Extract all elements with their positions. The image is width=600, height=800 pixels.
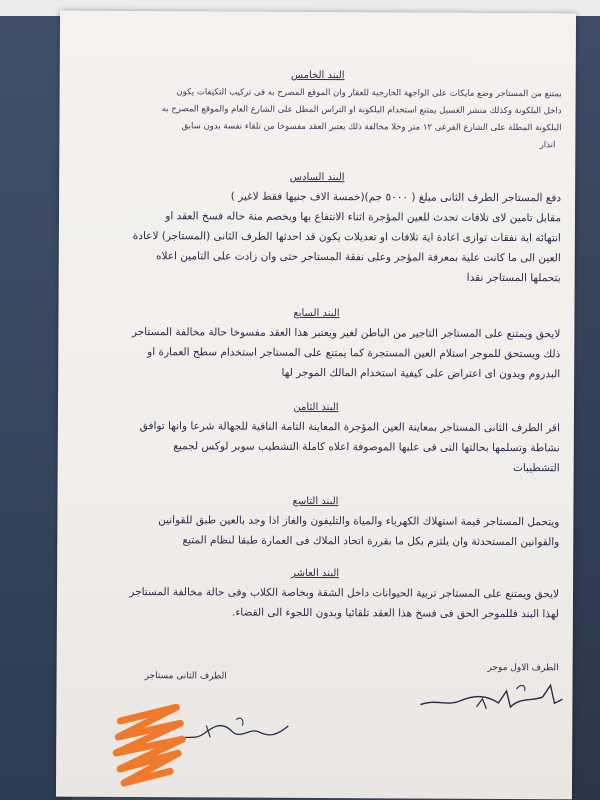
clause-heading: البند السابع bbox=[293, 307, 340, 320]
clause-line: التشطيبات bbox=[512, 462, 560, 475]
second-party-label: الطرف الثانى مستاجر bbox=[144, 671, 227, 682]
clause-line: ذلك ويستحق للموجر استلام العين المستجرة كما يمتنع على المستاجر استخدام سطح العمارة او bbox=[147, 346, 561, 361]
clause-line: انتهائه اية نفقات توازى اعادة اية تلافات او تعديلات يكون قد احدثها الطرف الثانى (المستاجر) لاعادة bbox=[132, 230, 561, 245]
clause-heading: البند السادس bbox=[289, 171, 345, 184]
clause-5 bbox=[73, 69, 561, 155]
clause-line: نشاطة وتسلمها بحالتها التى فى علبها الموصوفة اعلاه كاملة التشطيب سوبر لوكس لجميع bbox=[173, 440, 560, 455]
clause-line: بتحملها المستاجر نقدا bbox=[466, 271, 561, 285]
clause-heading: البند العاشر bbox=[291, 567, 340, 580]
clause-line: داخل البلكونة وكذلك منشر الغسيل يمتنع استخدام البلكونة او التراس المطل على الشارع العام والموقع المصرح به bbox=[161, 104, 562, 117]
clause-10 bbox=[71, 567, 559, 625]
clause-heading: البند الثامن bbox=[293, 401, 339, 414]
clause-line: يمتنع من المستاجر وضع مايكات على الواجهة الخارجية للعقار وان الموقع المصرح به فى تركيب التكيفات يكون bbox=[176, 87, 562, 100]
clause-line: لايحق ويمتنع على المستاجر تربية الحيوانات داخل الشقة وبخاصة الكلاب وفى حالة مخالفة المستاجر bbox=[129, 586, 560, 601]
clause-line: انذار bbox=[539, 140, 556, 151]
clause-line: دفع المستاجر الطرف الثانى مبلغ ( ٥٠٠٠ جم)(خمسة الاف جنيها فقط لاغير ) bbox=[230, 190, 562, 205]
clause-heading: البند التاسع bbox=[292, 495, 339, 508]
redaction-mark bbox=[110, 701, 190, 791]
clause-line: مقابل تامين لاى تلافات تحدث للعين المؤجرة اثناء الانتفاع بها ويخصم منة حاله فسخ العقد او bbox=[165, 210, 562, 225]
clause-line: البدروم ويدون اى اعتراض على كيفية استخدام المالك الموجر لها bbox=[281, 366, 561, 381]
clause-8 bbox=[72, 401, 560, 479]
clause-6 bbox=[73, 171, 562, 289]
first-party-label: الطرف الاول موجر bbox=[487, 662, 559, 674]
first-party-signature bbox=[416, 677, 566, 718]
clause-line: ويتحمل المستاجر قيمة استهلاك الكهرباء والمياة والتليفون والغاز اذا وجد بالعين طبق للقوانين bbox=[158, 514, 560, 529]
contract-page bbox=[56, 11, 576, 800]
clause-line: لهذا البند فللموجر الحق فى فسخ هذا العقد تلقائيا وبدون اللجوء الى القضاء. bbox=[231, 606, 559, 621]
clause-line: اقر الطرف الثانى المستاجر بمعاينة العين المؤجرة المعاينة التامة النافية للجهالة شرعا وانها توافق bbox=[139, 420, 560, 435]
clause-line: البلكونة المطلة على الشارع الفرعى ١٢ متر وخلا مخالفة ذلك يعتبر العقد مفسوخا من تلقاء نفسة بدون سابق bbox=[181, 121, 562, 134]
clause-line: لايحق ويمتنع على المستاجر التاجير من الباطن لغير ويعتبر هذا العقد مفسوخا حالة مخالفة المستاجر bbox=[131, 326, 561, 341]
clause-7 bbox=[72, 307, 560, 385]
clause-heading: البند الخامس bbox=[290, 69, 345, 82]
clause-line: والقوانين المستحدثة وان يلتزم بكل ما بقررة اتحاد الملاك فى العمارة طبقا لنظام المتبع bbox=[182, 534, 560, 549]
clause-line: العين الى ما كانت علية بمعرفة المؤجر وعلى نفقة المستاجر حتى وان زادت على التامين اعلاه bbox=[155, 250, 561, 265]
clause-9 bbox=[71, 495, 559, 553]
